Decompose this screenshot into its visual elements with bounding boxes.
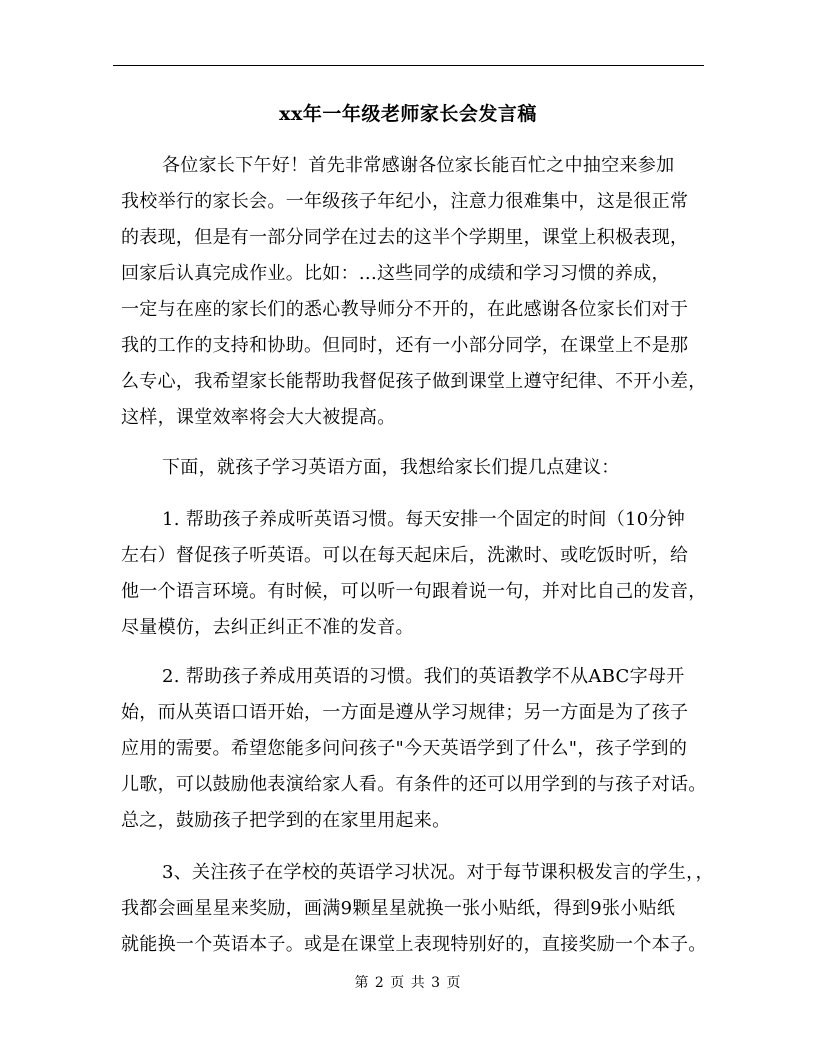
text-line: 这样，课堂效率将会大大被提高。 [121, 407, 396, 428]
page-number-footer: 第 2 页 共 3 页 [354, 975, 462, 991]
text-line: 么专心，我希望家长能帮助我督促孩子做到课堂上遵守纪律、不开小差， [121, 371, 707, 392]
paragraph-suggestion-1 [121, 502, 709, 646]
text-line: 儿歌，可以鼓励他表演给家人看。有条件的还可以用学到的与孩子对话。 [121, 774, 707, 795]
document-title: xx年一年级老师家长会发言稿 [279, 103, 537, 125]
text-line: 总之，鼓励孩子把学到的在家里用起来。 [121, 810, 451, 831]
text-line: 我都会画星星来奖励，画满9颗星星就换一张小贴纸，得到9张小贴纸 [121, 898, 676, 919]
text-line: 1. 帮助孩子养成听英语习惯。每天安排一个固定的时间（10分钟 [162, 509, 686, 530]
text-line: 尽量模仿，去纠正纠正不准的发音。 [121, 617, 414, 638]
paragraph-greeting [121, 148, 709, 436]
text-line: 一定与在座的家长们的悉心教导师分不开的，在此感谢各位家长们对于 [121, 299, 689, 320]
paragraph-suggestion-3 [121, 855, 714, 963]
text-line: 的表现，但是有一部分同学在过去的这半个学期里，课堂上积极表现， [121, 227, 689, 248]
text-line: 我校举行的家长会。一年级孩子年纪小，注意力很难集中，这是很正常 [121, 191, 689, 212]
text-line: 下面，就孩子学习英语方面，我想给家长们提几点建议： [162, 457, 620, 478]
paragraph-suggestion-2 [121, 659, 709, 839]
text-line: 就能换一个英语本子。或是在课堂上表现特别好的，直接奖励一个本子。 [121, 934, 707, 955]
text-line: 他一个语言环境。有时候，可以听一句跟着说一句，并对比自己的发音， [121, 581, 707, 602]
paragraph-intro-suggestions [121, 450, 709, 486]
text-line: 我的工作的支持和协助。但同时，还有一小部分同学，在课堂上不是那 [121, 335, 689, 356]
text-line: 回家后认真完成作业。比如：...这些同学的成绩和学习习惯的养成， [121, 263, 670, 284]
text-line: 各位家长下午好！首先非常感谢各位家长能百忙之中抽空来参加 [162, 155, 675, 176]
text-line: 始，而从英语口语开始，一方面是遵从学习规律；另一方面是为了孩子 [121, 702, 689, 723]
header-rule [113, 65, 704, 66]
text-line: 3、关注孩子在学校的英语学习状况。对于每节课积极发言的学生，， [162, 862, 714, 883]
text-line: 2. 帮助孩子养成用英语的习惯。我们的英语教学不从ABC字母开 [162, 666, 685, 687]
text-line: 应用的需要。希望您能多问问孩子"今天英语学到了什么"，孩子学到的 [121, 738, 688, 759]
text-line: 左右）督促孩子听英语。可以在每天起床后，洗漱时、或吃饭时听，给 [121, 545, 689, 566]
